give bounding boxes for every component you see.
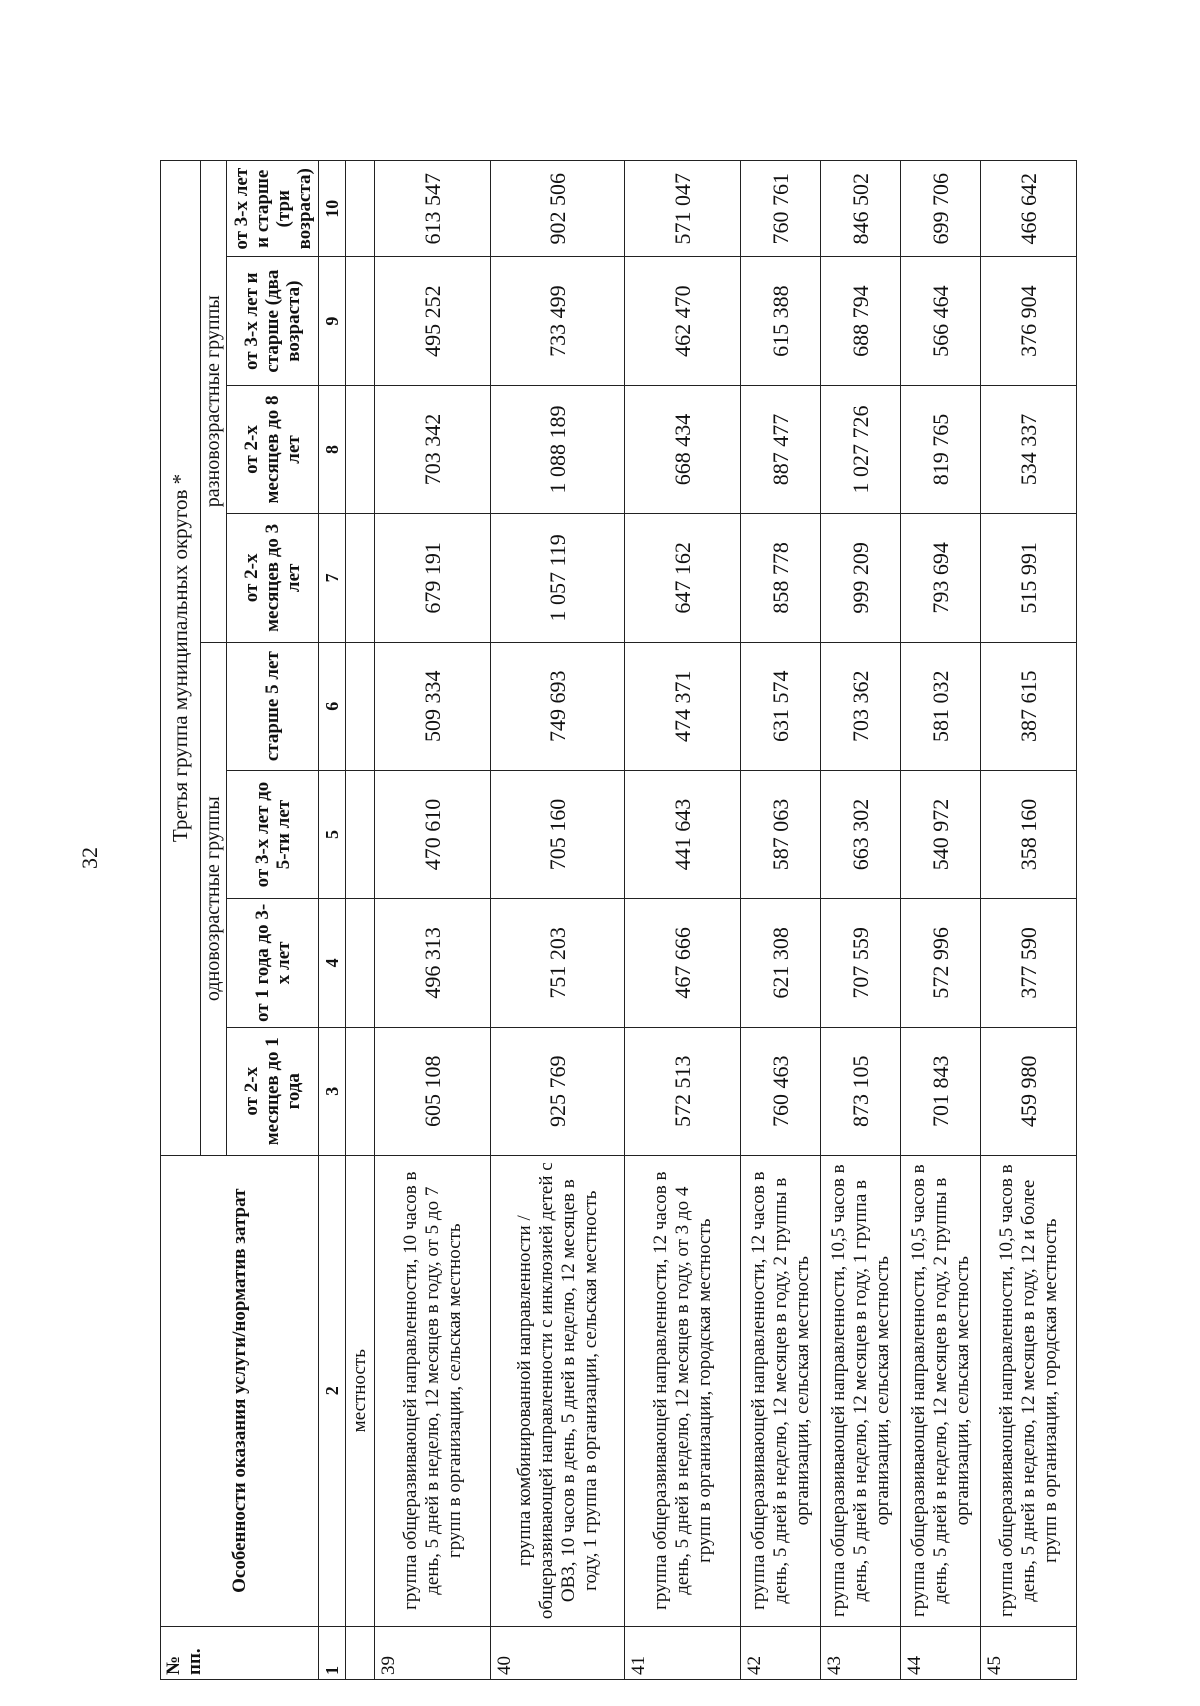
cost-value: 819 765: [901, 385, 981, 513]
table-row: [491, 161, 625, 1680]
cost-value: 1 057 119: [491, 514, 625, 642]
header-col-3: от 2-х месяцев до 1 года: [227, 1027, 319, 1155]
row-number: 41: [625, 1626, 741, 1679]
page-number: 32: [77, 847, 102, 869]
cost-value: 496 313: [375, 899, 491, 1027]
cost-value: 387 615: [981, 642, 1077, 770]
cost-value: 572 996: [901, 899, 981, 1027]
cost-value: 462 470: [625, 257, 741, 385]
col-number: 2: [319, 1155, 346, 1626]
cost-value: 846 502: [821, 161, 901, 257]
row-number: 40: [491, 1626, 625, 1679]
cost-value: 873 105: [821, 1027, 901, 1155]
cost-value: 470 610: [375, 770, 491, 898]
cost-norms-table: [160, 160, 1077, 1680]
cost-value: 679 191: [375, 514, 491, 642]
col-number: 1: [319, 1626, 346, 1679]
cost-value: 688 794: [821, 257, 901, 385]
cost-value: 705 160: [491, 770, 625, 898]
header-single-age: одновозрастные группы: [201, 642, 227, 1155]
table-row: [625, 161, 741, 1680]
cost-value: 587 063: [741, 770, 821, 898]
row-number: 43: [821, 1626, 901, 1679]
header-col-7: от 2-х месяцев до 3 лет: [227, 514, 319, 642]
cost-value: 902 506: [491, 161, 625, 257]
table-row: [741, 161, 821, 1680]
cost-value: 572 513: [625, 1027, 741, 1155]
row-description: группа общеразвивающей направленности, 10,5 часов в день, 5 дней в неделю, 12 месяцев в году, 12 и более групп в организации, городская местность: [981, 1155, 1077, 1626]
cost-value: 1 027 726: [821, 385, 901, 513]
cost-value: 571 047: [625, 161, 741, 257]
table-row: [901, 161, 981, 1680]
col-number: 3: [319, 1027, 346, 1155]
cost-value: 358 160: [981, 770, 1077, 898]
cost-value: 858 778: [741, 514, 821, 642]
header-num: № пп.: [161, 1626, 319, 1679]
cost-value: 376 904: [981, 257, 1077, 385]
col-number: 6: [319, 642, 346, 770]
cost-value: 540 972: [901, 770, 981, 898]
cost-value: 707 559: [821, 899, 901, 1027]
cost-value: 733 499: [491, 257, 625, 385]
cost-value: 760 761: [741, 161, 821, 257]
row-description: группа общеразвивающей направленности, 12 часов в день, 5 дней в неделю, 12 месяцев в году, 2 группы в организации, сельская местность: [741, 1155, 821, 1626]
cost-value: 647 162: [625, 514, 741, 642]
cost-value: 703 362: [821, 642, 901, 770]
table-row: [821, 161, 901, 1680]
cost-value: 495 252: [375, 257, 491, 385]
cost-value: 613 547: [375, 161, 491, 257]
col-number: 8: [319, 385, 346, 513]
row-description: группа общеразвивающей направленности, 10,5 часов в день, 5 дней в неделю, 12 месяцев в году, 1 группа в организации, сельская местность: [821, 1155, 901, 1626]
cost-value: 793 694: [901, 514, 981, 642]
cost-value: 615 388: [741, 257, 821, 385]
cost-value: 749 693: [491, 642, 625, 770]
cost-value: 999 209: [821, 514, 901, 642]
row-description: группа общеразвивающей направленности, 10 часов в день, 5 дней в неделю, 12 месяцев в году, от 5 до 7 групп в организации, сельская местность: [375, 1155, 491, 1626]
cost-value: 459 980: [981, 1027, 1077, 1155]
cost-value: 605 108: [375, 1027, 491, 1155]
header-mixed-age: разновозрастные группы: [201, 161, 227, 643]
cost-value: 663 302: [821, 770, 901, 898]
header-third-group: Третья группа муниципальных округов *: [161, 161, 201, 1156]
cost-value: 631 574: [741, 642, 821, 770]
cost-value: 887 477: [741, 385, 821, 513]
cost-value: 760 463: [741, 1027, 821, 1155]
continuation-num: [346, 1626, 375, 1679]
header-col-4: от 1 года до 3-х лет: [227, 899, 319, 1027]
table-row: [981, 161, 1077, 1680]
cost-value: 925 769: [491, 1027, 625, 1155]
col-number: 7: [319, 514, 346, 642]
cost-value: 509 334: [375, 642, 491, 770]
cost-value: 701 843: [901, 1027, 981, 1155]
row-number: 45: [981, 1626, 1077, 1679]
cost-value: 467 666: [625, 899, 741, 1027]
row-description: группа комбинированной направленности / общеразвивающей направленности с инклюзией детей с ОВЗ, 10 часов в день, 5 дней в неделю, 12 месяцев в году, 1 группа в организации, сельская местность: [491, 1155, 625, 1626]
cost-value: 377 590: [981, 899, 1077, 1027]
cost-value: 441 643: [625, 770, 741, 898]
cost-value: 474 371: [625, 642, 741, 770]
header-col-8: от 2-х месяцев до 8 лет: [227, 385, 319, 513]
cost-value: 581 032: [901, 642, 981, 770]
cost-value: 751 203: [491, 899, 625, 1027]
header-features: Особенности оказания услуги/норматив затрат: [161, 1155, 319, 1626]
header-col-9: от 3-х лет и старше (два возраста): [227, 257, 319, 385]
col-number: 9: [319, 257, 346, 385]
cost-value: 668 434: [625, 385, 741, 513]
continuation-text: местность: [346, 1155, 375, 1626]
header-col-6: старше 5 лет: [227, 642, 319, 770]
cost-value: 466 642: [981, 161, 1077, 257]
header-col-5: от 3-х лет до 5-ти лет: [227, 770, 319, 898]
table-row: [375, 161, 491, 1680]
row-number: 44: [901, 1626, 981, 1679]
cost-value: 621 308: [741, 899, 821, 1027]
row-number: 42: [741, 1626, 821, 1679]
col-number: 10: [319, 161, 346, 257]
cost-value: 534 337: [981, 385, 1077, 513]
row-number: 39: [375, 1626, 491, 1679]
cost-value: 1 088 189: [491, 385, 625, 513]
cost-value: 515 991: [981, 514, 1077, 642]
col-number: 5: [319, 770, 346, 898]
col-number: 4: [319, 899, 346, 1027]
rotated-table-sheet: [160, 160, 1175, 1680]
cost-value: 699 706: [901, 161, 981, 257]
row-description: группа общеразвивающей направленности, 10,5 часов в день, 5 дней в неделю, 12 месяцев в году, 2 группы в организации, сельская местность: [901, 1155, 981, 1626]
cost-value: 703 342: [375, 385, 491, 513]
header-col-10: от 3-х лет и старше (три возраста): [227, 161, 319, 257]
row-description: группа общеразвивающей направленности, 12 часов в день, 5 дней в неделю, 12 месяцев в году, от 3 до 4 групп в организации, городская местность: [625, 1155, 741, 1626]
cost-value: 566 464: [901, 257, 981, 385]
continuation-row: [346, 161, 375, 1680]
